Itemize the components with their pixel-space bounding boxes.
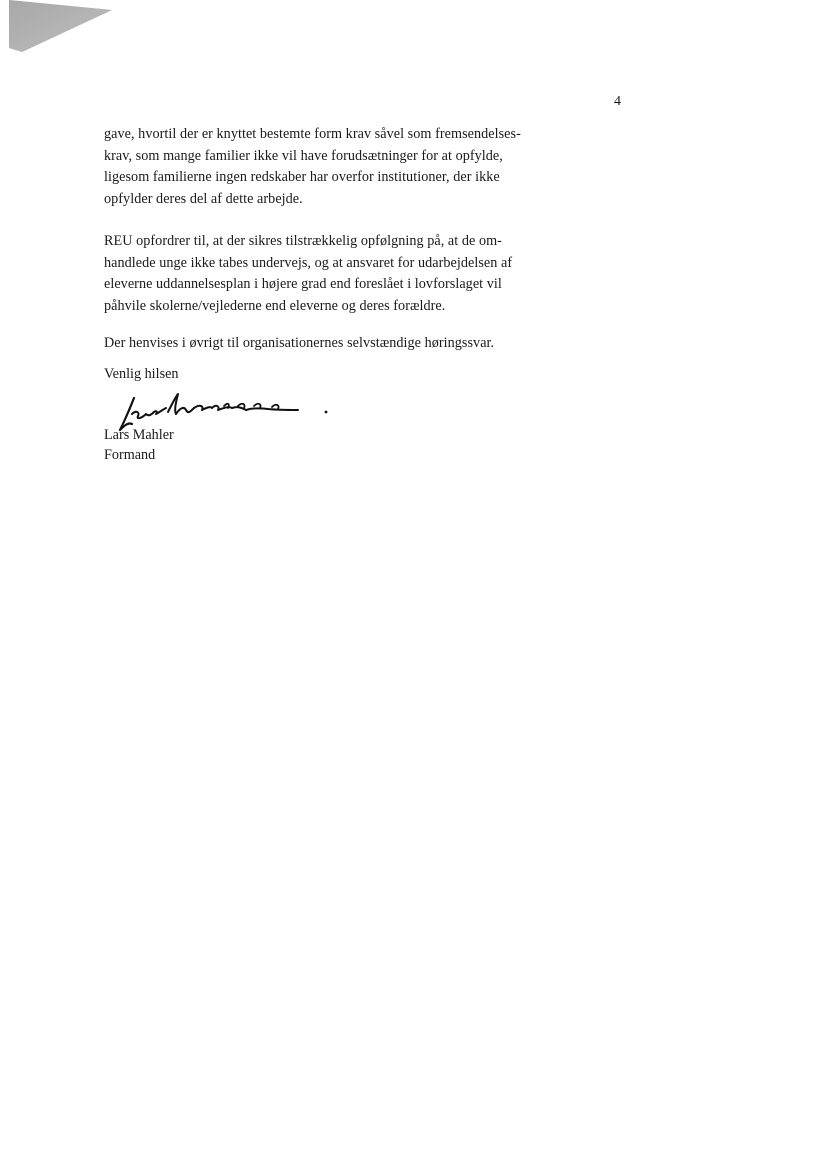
text-line: eleverne uddannelsesplan i højere grad end foreslået i lovforslaget vil: [104, 276, 502, 292]
paragraph-reu-recommendation: [104, 231, 574, 317]
text-line: ligesom familierne ingen redskaber har overfor institutioner, der ikke: [104, 169, 500, 185]
signer-name: Lars Mahler: [104, 427, 174, 443]
text-line: påhvile skolerne/vejlederne end eleverne og deres forældre.: [104, 297, 446, 314]
paragraph-form-requirements: [104, 124, 574, 210]
text-line: REU opfordrer til, at der sikres tilstrækkelig opfølgning på, at de om-: [104, 233, 502, 249]
scan-corner-shade: [0, 0, 115, 55]
page-number: 4: [614, 94, 621, 109]
text-line: krav, som mange familier ikke vil have forudsætninger for at opfylde,: [104, 147, 503, 164]
signer-title: Formand: [104, 447, 156, 463]
paragraph-reference: [104, 333, 574, 355]
text-line: gave, hvortil der er knyttet bestemte form krav såvel som fremsendelses-: [104, 126, 521, 142]
text-line: opfylder deres del af dette arbejde.: [104, 190, 303, 207]
closing-greeting: Venlig hilsen: [104, 366, 179, 382]
text-line: handlede unge ikke tabes undervejs, og at ansvaret for udarbejdelsen af: [104, 254, 513, 271]
text-line: Der henvises i øvrigt til organisationernes selvstændige høringssvar.: [104, 335, 495, 351]
letter-body: [104, 124, 574, 370]
